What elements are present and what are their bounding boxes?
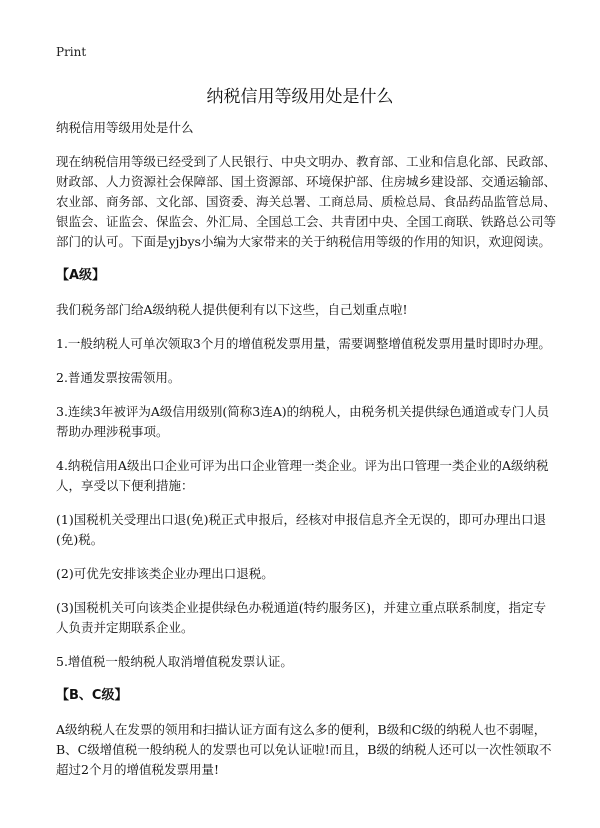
- list-item: (2)可优先安排该类企业办理出口退税。: [56, 566, 274, 581]
- article-subtitle: 纳税信用等级用处是什么: [56, 120, 194, 135]
- section-a-lead: 我们税务部门给A级纳税人提供便利有以下这些，自己划重点啦!: [56, 302, 408, 317]
- section-bc-heading: 【B、C级】: [56, 688, 128, 703]
- intro-paragraph: 现在纳税信用等级已经受到了人民银行、中央文明办、教育部、工业和信息化部、民政部、财政部、人力资源社会保障部、国土资源部、环境保护部、住房城乡建设部、交通运输部、农业部、商务部、文化部、国资委、海关总署、工商总局、质检总局、食品药品监管总局、银监会、证监会、保监会、外汇局、全国总工会、共青团中央、全国工商联、铁路总公司等部门的认可。下面是yjbys小编为大家带来的关于纳税信用等级的作用的知识，欢迎阅读。: [56, 154, 557, 249]
- section-bc-body: A级纳税人在发票的领用和扫描认证方面有这么多的便利，B级和C级的纳税人也不弱喔，B、C级增值税一般纳税人的发票也可以免认证啦!而且，B级的纳税人还可以一次性领取不超过2个月的增值税发票用量!: [56, 722, 552, 777]
- list-item: 5.增值税一般纳税人取消增值税发票认证。: [56, 654, 293, 669]
- list-item: 3.连续3年被评为A级信用级别(简称3连A)的纳税人，由税务机关提供绿色通道或专门人员帮助办理涉税事项。: [56, 404, 550, 439]
- list-item: (3)国税机关可向该类企业提供绿色办税通道(特约服务区)，并建立重点联系制度，指定专人负责并定期联系企业。: [56, 600, 546, 635]
- list-item: 2.普通发票按需领用。: [56, 370, 181, 385]
- page-title: 纳税信用等级用处是什么: [206, 87, 394, 107]
- list-item: 4.纳税信用A级出口企业可评为出口企业管理一类企业。评为出口管理一类企业的A级纳税人，享受以下便利措施：: [56, 458, 549, 493]
- section-a-heading: 【A级】: [56, 268, 106, 283]
- list-item: (1)国税机关受理出口退(免)税正式申报后，经核对申报信息齐全无误的，即可办理出口退(免)税。: [56, 512, 546, 547]
- print-link[interactable]: Print: [56, 45, 87, 59]
- article-body: [56, 118, 556, 794]
- list-item: 1.一般纳税人可单次领取3个月的增值税发票用量，需要调整增值税发票用量时即时办理。: [56, 336, 551, 351]
